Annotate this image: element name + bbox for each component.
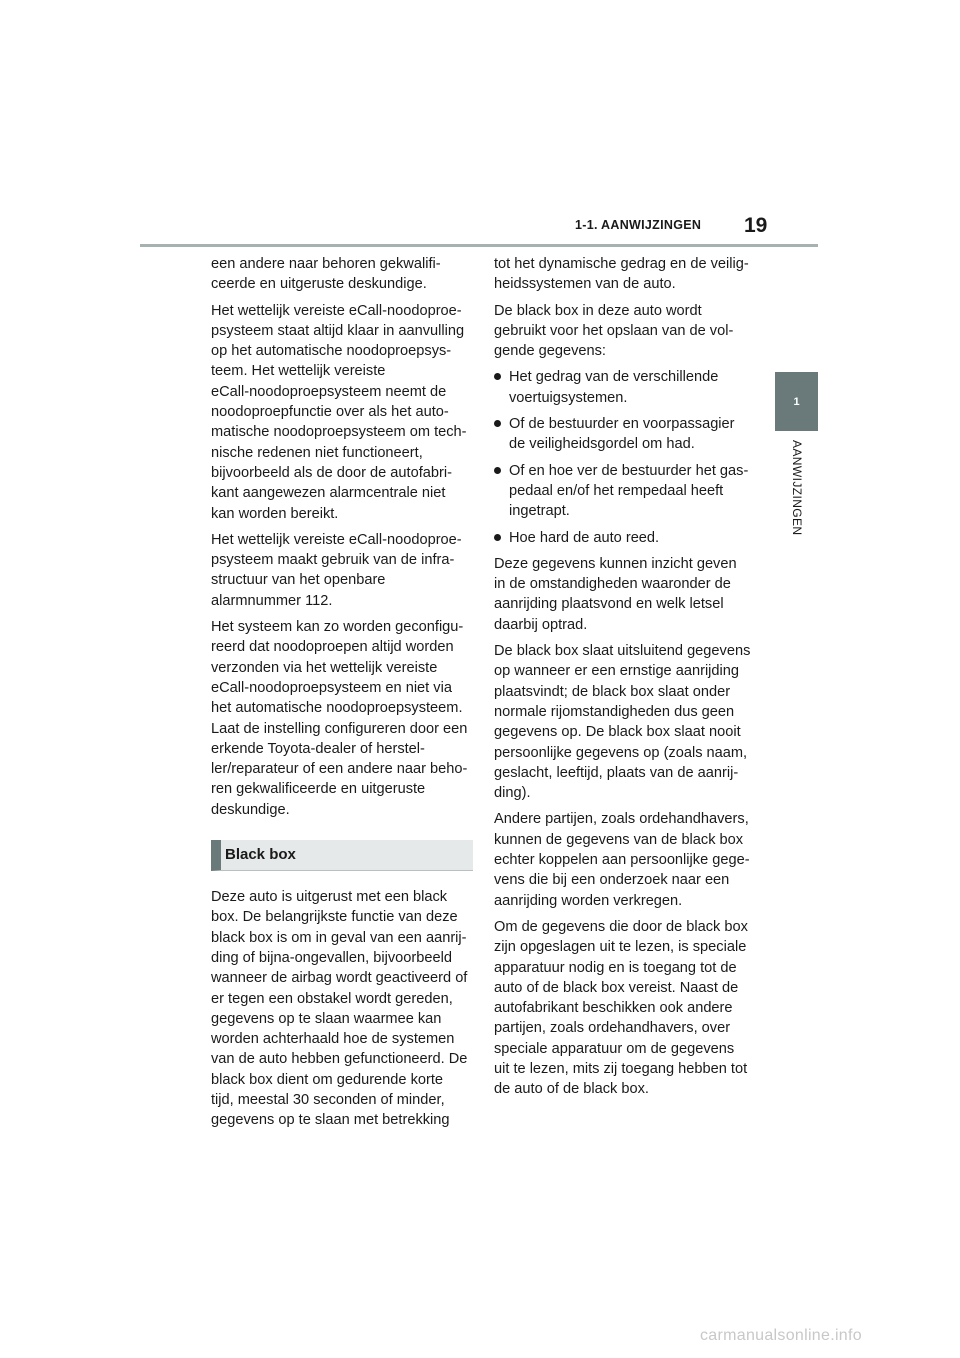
watermark: carmanualsonline.info — [700, 1327, 862, 1344]
text-line: echter koppelen aan persoonlijke gege- — [494, 852, 750, 869]
text-line: noodoproepfunctie over als het auto- — [211, 404, 449, 421]
text-line: eCall-noodoproepsysteem en niet via — [211, 679, 452, 696]
bullet-dot-icon — [494, 534, 501, 541]
text-line: black box is om in geval van een aanrij- — [211, 929, 467, 946]
text-line: zijn opgeslagen uit te lezen, is speciale — [494, 939, 747, 956]
text-line: verzonden via het wettelijk vereiste — [211, 659, 438, 676]
right-column — [494, 254, 756, 1106]
bullet-text — [509, 414, 756, 455]
chapter-tab — [775, 372, 818, 431]
chapter-tab-number: 1 — [793, 395, 800, 408]
text-line: Deze auto is uitgerust met een black — [211, 889, 448, 906]
text-line: Het gedrag van de verschillende — [509, 369, 719, 386]
paragraph — [494, 301, 756, 362]
text-line: gebruikt voor het opslaan van de vol- — [494, 322, 734, 339]
section-title: 1-1. AANWIJZINGEN — [575, 218, 702, 232]
paragraph — [494, 254, 756, 295]
text-line: auto of de black box vereist. Naast de — [494, 979, 739, 996]
text-line: Om de gegevens die door de black box — [494, 918, 748, 935]
bullet-dot-icon — [494, 373, 501, 380]
page-number: 19 — [744, 214, 768, 237]
text-line: gegevens op. De black box slaat nooit — [494, 724, 741, 741]
bullet-item — [494, 528, 756, 548]
text-line: matische noodoproepsysteem om tech- — [211, 424, 467, 441]
left-column — [211, 254, 473, 1137]
paragraph — [494, 917, 756, 1100]
text-line: er tegen een obstakel wordt gereden, — [211, 990, 453, 1007]
text-line: aanrijding plaatsvond en welk letsel — [494, 596, 724, 613]
text-line: kan worden bereikt. — [211, 505, 339, 522]
text-line: in de omstandigheden waaronder de — [494, 576, 731, 593]
text-line: deskundige. — [211, 801, 290, 818]
text-line: Hoe hard de auto reed. — [509, 529, 660, 546]
text-line: Het systeem kan zo worden geconfigu- — [211, 619, 464, 636]
text-line: gegevens op te slaan met betrekking — [211, 1112, 450, 1129]
paragraph — [211, 887, 473, 1131]
text-line: eCall-noodoproepsysteem neemt de — [211, 383, 447, 400]
text-line: Of de bestuurder en voorpassagier — [509, 416, 735, 433]
paragraph — [494, 554, 756, 635]
bullet-dot-icon — [494, 420, 501, 427]
text-line: psysteem staat altijd klaar in aanvulling — [211, 322, 465, 339]
text-line: daarbij optrad. — [494, 616, 588, 633]
text-line: reerd dat noodoproepen altijd worden — [211, 639, 454, 656]
text-line: teem. Het wettelijk vereiste — [211, 363, 386, 380]
paragraph — [211, 254, 473, 295]
bullet-text — [509, 461, 756, 522]
text-line: tijd, meestal 30 seconden of minder, — [211, 1091, 445, 1108]
text-line: kant aangewezen alarmcentrale niet — [211, 485, 446, 502]
text-line: op het automatische noodoproepsys- — [211, 343, 452, 360]
text-line: plaatsvindt; de black box slaat onder — [494, 683, 731, 700]
text-line: apparatuur nodig en is toegang tot de — [494, 959, 737, 976]
text-line: voertuigsystemen. — [509, 389, 628, 406]
section-heading-black-box — [211, 840, 473, 871]
text-line: ler/reparateur of een andere naar beho- — [211, 761, 468, 778]
paragraph — [211, 301, 473, 524]
text-line: uit te lezen, mits zij toegang hebben tot — [494, 1060, 748, 1077]
paragraph — [494, 641, 756, 803]
text-line: De black box in deze auto wordt — [494, 302, 702, 319]
text-line: Of en hoe ver de bestuurder het gas- — [509, 462, 749, 479]
text-line: tot het dynamische gedrag en de veilig- — [494, 256, 749, 272]
text-line: kunnen de gegevens van de black box — [494, 831, 744, 848]
text-line: gende gegevens: — [494, 343, 606, 360]
text-line: black box dient om gedurende korte — [211, 1071, 444, 1088]
text-line: psysteem maakt gebruik van de infra- — [211, 552, 455, 569]
text-line: het automatische noodoproepsysteem. — [211, 700, 463, 717]
text-line: Het wettelijk vereiste eCall-noodoproe- — [211, 302, 462, 319]
text-line: nische redenen niet functioneert, — [211, 444, 423, 461]
chapter-side-label-text: AANWIJZINGEN — [790, 440, 804, 536]
text-line: box. De belangrijkste functie van deze — [211, 909, 458, 926]
bullet-item — [494, 461, 756, 522]
text-line: aanrijding worden verkregen. — [494, 892, 683, 909]
text-line: van de auto hebben gefunctioneerd. De — [211, 1051, 468, 1068]
text-line: Laat de instelling configureren door een — [211, 720, 468, 737]
text-line: normale rijomstandigheden dus geen — [494, 703, 735, 720]
bullet-text — [509, 367, 756, 408]
text-line: een andere naar behoren gekwalifi- — [211, 256, 441, 272]
text-line: Het wettelijk vereiste eCall-noodoproe- — [211, 531, 462, 548]
paragraph — [211, 530, 473, 611]
text-line: erkende Toyota-dealer of herstel- — [211, 740, 425, 757]
text-line: partijen, zoals ordehandhavers, over — [494, 1020, 731, 1037]
text-line: heidssystemen van de auto. — [494, 276, 676, 293]
text-line: gegevens op te slaan waarmee kan — [211, 1010, 442, 1027]
text-line: speciale apparatuur om de gegevens — [494, 1040, 735, 1057]
paragraph — [494, 809, 756, 910]
text-line: geslacht, leeftijd, plaats van de aanrij- — [494, 764, 739, 781]
text-line: worden achterhaald hoe de systemen — [211, 1031, 455, 1048]
bullet-item — [494, 414, 756, 455]
text-line: Andere partijen, zoals ordehandhavers, — [494, 811, 749, 828]
text-line: vens die bij een onderzoek naar een — [494, 872, 730, 889]
bullet-dot-icon — [494, 467, 501, 474]
text-line: autofabrikant beschikken ook andere — [494, 1000, 733, 1017]
text-line: ren gekwalificeerde en uitgeruste — [211, 781, 426, 798]
section-heading-text: Black box — [225, 845, 296, 863]
text-line: de veiligheidsgordel om had. — [509, 436, 695, 453]
bullet-text — [509, 528, 756, 548]
text-line: pedaal en/of het rempedaal heeft — [509, 482, 724, 499]
text-line: De black box slaat uitsluitend gegevens — [494, 643, 751, 660]
text-line: ding of bijna-ongevallen, bijvoorbeeld — [211, 949, 452, 966]
text-line: ding). — [494, 785, 531, 802]
text-line: alarmnummer 112. — [211, 592, 333, 609]
text-line: bijvoorbeeld als de door de autofabri- — [211, 464, 452, 481]
header-divider — [140, 244, 818, 247]
text-line: wanneer de airbag wordt geactiveerd of — [211, 970, 468, 987]
chapter-side-label — [772, 440, 822, 550]
bullet-item — [494, 367, 756, 408]
text-line: Deze gegevens kunnen inzicht geven — [494, 555, 737, 572]
text-line: structuur van het openbare — [211, 572, 386, 589]
text-line: ceerde en uitgeruste deskundige. — [211, 276, 427, 293]
text-line: ingetrapt. — [509, 503, 570, 520]
paragraph — [211, 617, 473, 820]
text-line: persoonlijke gegevens op (zoals naam, — [494, 744, 748, 761]
text-line: de auto of de black box. — [494, 1081, 649, 1098]
text-line: op wanneer er een ernstige aanrijding — [494, 663, 740, 680]
